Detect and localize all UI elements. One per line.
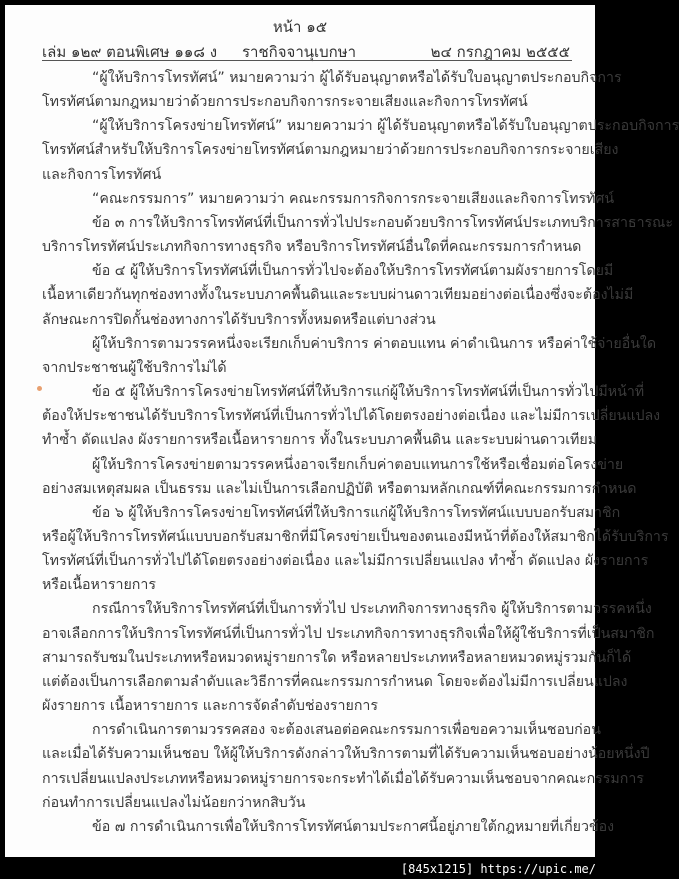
text-line: แต่ต้องเป็นการเลือกตามลำดับและวิธีการที่คณะกรรมการกำหนด โดยจะต้องไม่มีการเปลี่ยนแปลง: [42, 673, 628, 690]
text-line: ทำซ้ำ ดัดแปลง ผังรายการหรือเนื้อหารายการ ทั้งในระบบภาคพื้นดิน และระบบผ่านดาวเทียม: [42, 432, 598, 449]
clause-6: ข้อ ๖ ผู้ให้บริการโครงข่ายโทรทัศน์ที่ให้บริการแก่ผู้ให้บริการโทรทัศน์แบบบอกรับสมาชิก: [92, 504, 621, 521]
document-page: [5, 5, 679, 857]
text-line: กรณีการให้บริการโทรทัศน์ที่เป็นการทั่วไป ประเภทกิจการทางธุรกิจ ผู้ให้บริการตามวรรคหนึ่ง: [92, 601, 652, 618]
text-line: อย่างสมเหตุสมผล เป็นธรรม และไม่เป็นการเลือกปฏิบัติ หรือตามหลักเกณฑ์ที่คณะกรรมการกำหนด: [42, 480, 637, 497]
text-line: ผู้ให้บริการโครงข่ายตามวรรคหนึ่งอาจเรียกเก็บค่าตอบแทนการใช้หรือเชื่อมต่อโครงข่าย: [92, 456, 624, 473]
text-line: และเมื่อได้รับความเห็นชอบ ให้ผู้ให้บริการดังกล่าวให้บริการตามที่ได้รับความเห็นชอบอย่างน้อยหนึ่งปี: [42, 746, 650, 763]
clause-4: ข้อ ๔ ผู้ให้บริการโทรทัศน์ที่เป็นการทั่วไปจะต้องให้บริการโทรทัศน์ตามผังรายการโดยมี: [92, 263, 614, 280]
text-line: และกิจการโทรทัศน์: [42, 166, 162, 183]
text-line: สามารถรับชมในประเภทหรือหมวดหมู่รายการใด หรือหลายประเภทหรือหลายหมวดหมู่รวมกันก็ได้: [42, 649, 632, 666]
publication-date: ๒๔ กรกฎาคม ๒๕๕๕: [430, 43, 570, 61]
text-line: ผู้ให้บริการตามวรรคหนึ่งจะเรียกเก็บค่าบริการ ค่าตอบแทน ค่าดำเนินการ หรือค่าใช้จ่ายอื่นใด: [92, 335, 657, 352]
text-line: เนื้อหาเดียวกันทุกช่องทางทั้งในระบบภาคพื้นดินและระบบผ่านดาวเทียมอย่างต่อเนื่องซึ่งจะต้องไม่มี: [42, 287, 634, 304]
text-line: หรือผู้ให้บริการโทรทัศน์แบบบอกรับสมาชิกที่มีโครงข่ายเป็นของตนเองมีหน้าที่ต้องให้สมาชิกได้รับบริการ: [42, 528, 669, 545]
text-line: ลักษณะการปิดกั้นช่องทางการได้รับบริการทั้งหมดหรือแต่บางส่วน: [42, 311, 436, 328]
text-line: การเปลี่ยนแปลงประเภทหรือหมวดหมู่รายการจะกระทำได้เมื่อได้รับความเห็นชอบจากคณะกรรมการ: [42, 770, 644, 787]
volume-issue: เล่ม ๑๒๙ ตอนพิเศษ ๑๑๘ ง: [42, 43, 218, 61]
gazette-title: ราชกิจจานุเบกษา: [242, 43, 357, 61]
text-line: “คณะกรรมการ” หมายความว่า คณะกรรมการกิจการกระจายเสียงและกิจการโทรทัศน์: [92, 190, 615, 207]
header-divider: [42, 60, 572, 61]
text-line: หรือเนื้อหารายการ: [42, 577, 156, 594]
page-number: หน้า ๑๕: [272, 18, 328, 36]
text-line: “ผู้ให้บริการโครงข่ายโทรทัศน์” หมายความว่า ผู้ได้รับอนุญาตหรือได้รับใบอนุญาตประกอบกิจการ: [92, 118, 679, 135]
text-line: ผังรายการ เนื้อหารายการ และการจัดลำดับช่องรายการ: [42, 698, 378, 715]
text-line: จากประชาชนผู้ใช้บริการไม่ได้: [42, 359, 227, 376]
image-caption: [845x1215] https://upic.me/: [400, 862, 596, 876]
text-line: โทรทัศน์ตามกฎหมายว่าด้วยการประกอบกิจการกระจายเสียงและกิจการโทรทัศน์: [42, 94, 528, 111]
clause-7: ข้อ ๗ การดำเนินการเพื่อให้บริการโทรทัศน์ตามประกาศนี้อยู่ภายใต้กฎหมายที่เกี่ยวข้อง: [92, 818, 615, 835]
text-line: โทรทัศน์สำหรับให้บริการโครงข่ายโทรทัศน์ตามกฎหมายว่าด้วยการประกอบกิจการกระจายเสียง: [42, 142, 619, 159]
text-line: ต้องให้ประชาชนได้รับบริการโทรทัศน์ที่เป็นการทั่วไปได้โดยตรงอย่างต่อเนื่อง และไม่มีการเปลี่ยนแปลง: [42, 408, 661, 425]
text-line: “ผู้ให้บริการโทรทัศน์” หมายความว่า ผู้ได้รับอนุญาตหรือได้รับใบอนุญาตประกอบกิจการ: [92, 70, 622, 86]
text-line: อาจเลือกการให้บริการโทรทัศน์ที่เป็นการทั่วไป ประเภทกิจการทางธุรกิจเพื่อให้ผู้ใช้บริการที่เป็นสมาชิก: [42, 625, 655, 642]
clause-3: ข้อ ๓ การให้บริการโทรทัศน์ที่เป็นการทั่วไปประกอบด้วยบริการโทรทัศน์ประเภทบริการสาธารณะ: [92, 214, 673, 231]
document-body: [42, 66, 679, 839]
text-line: โทรทัศน์ที่เป็นการทั่วไปได้โดยตรงอย่างต่อเนื่อง และไม่มีการเปลี่ยนแปลง ทำซ้ำ ดัดแปลง ผังรายการ: [42, 553, 649, 570]
clause-5: ข้อ ๕ ผู้ให้บริการโครงข่ายโทรทัศน์ที่ให้บริการแก่ผู้ให้บริการโทรทัศน์ที่เป็นการทั่วไปมีหน้าที่: [92, 384, 645, 401]
text-line: การดำเนินการตามวรรคสอง จะต้องเสนอต่อคณะกรรมการเพื่อขอความเห็นชอบก่อน: [92, 722, 601, 739]
text-line: ก่อนทำการเปลี่ยนแปลงไม่น้อยกว่าหกสิบวัน: [42, 794, 306, 811]
text-line: บริการโทรทัศน์ประเภทกิจการทางธุรกิจ หรือบริการโทรทัศน์อื่นใดที่คณะกรรมการกำหนด: [42, 239, 582, 256]
